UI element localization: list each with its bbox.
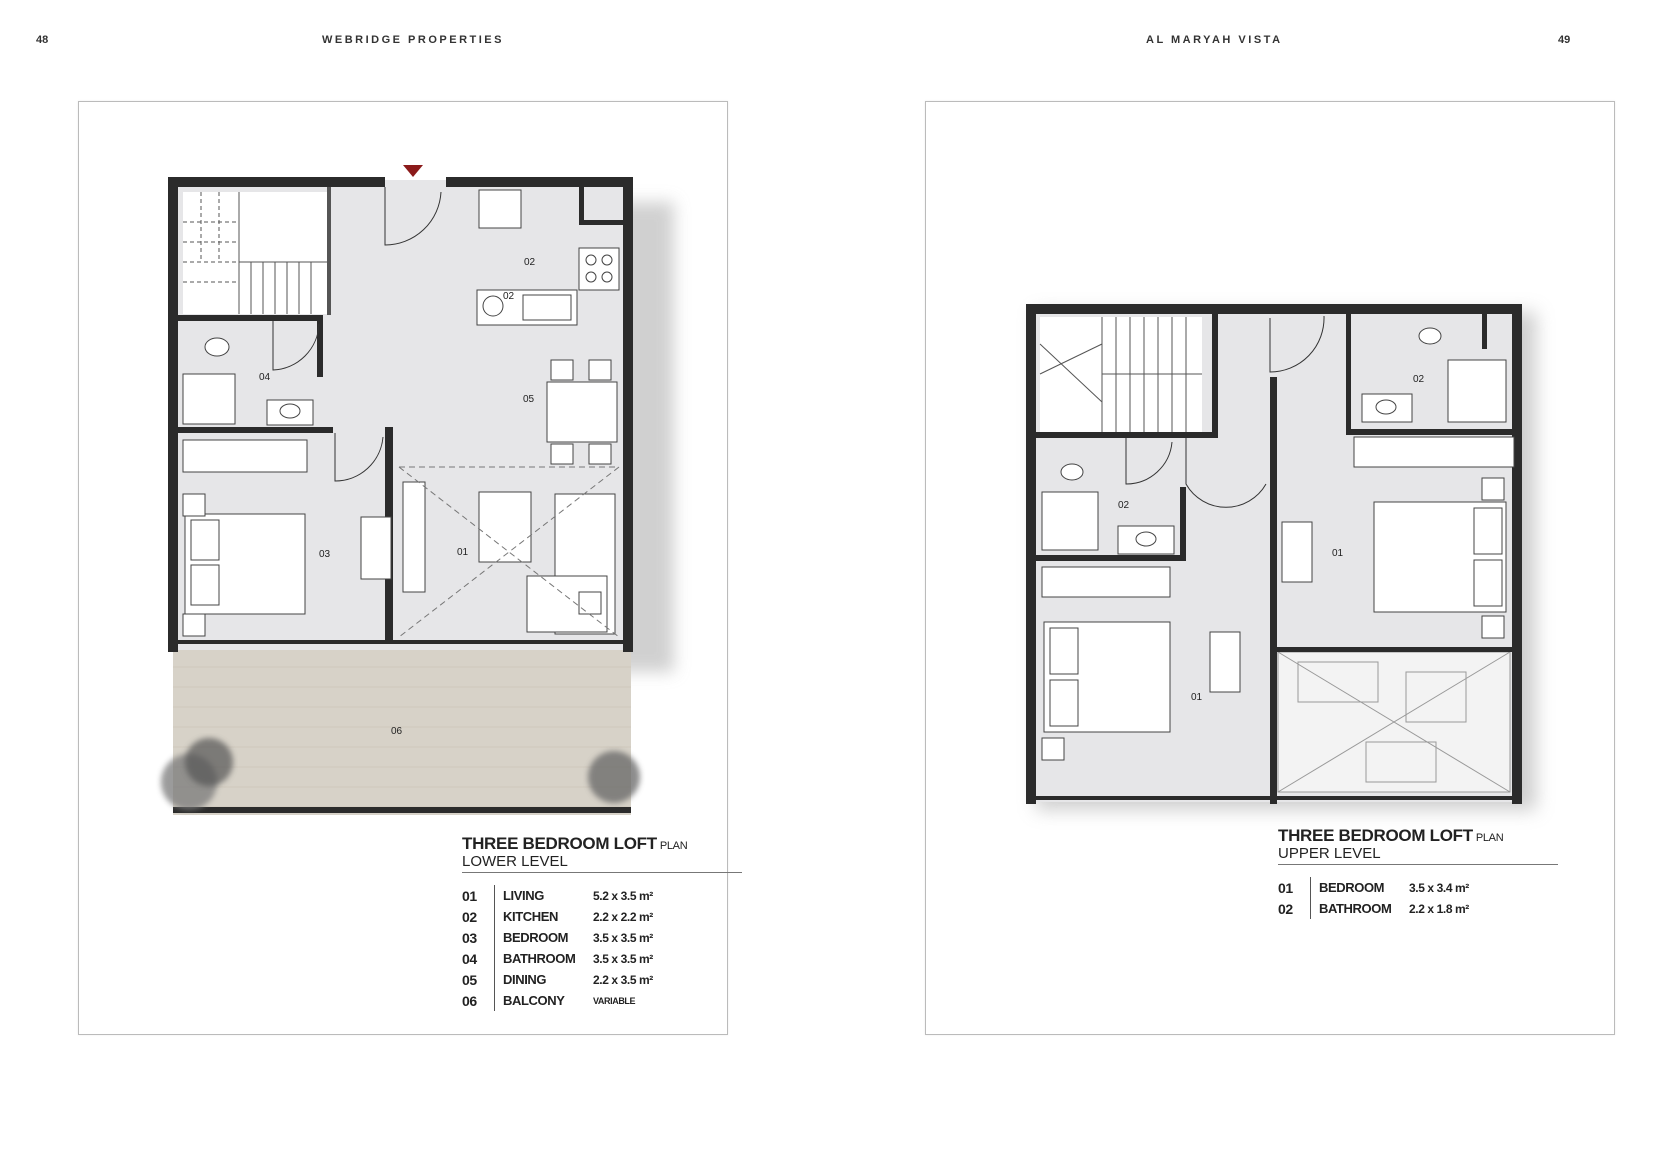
room-name: BATHROOM — [495, 948, 594, 969]
right-page-title: AL MARYAH VISTA — [1146, 34, 1283, 46]
legend-title-text: THREE BEDROOM LOFT — [462, 834, 657, 853]
room-label-kitchen: 02 — [524, 257, 536, 268]
legend-plan-word: PLAN — [1475, 832, 1504, 844]
room-num: 03 — [462, 929, 477, 946]
room-label-dining: 05 — [523, 394, 535, 405]
plant-right — [588, 751, 640, 803]
room-num: 04 — [462, 950, 477, 967]
room-size: 2.2 x 1.8 m² — [1409, 901, 1469, 916]
room-num: 05 — [462, 971, 477, 988]
table-row — [1278, 898, 1469, 919]
window-line — [1036, 796, 1512, 800]
legend-plan-word: PLAN — [659, 840, 688, 852]
left-page-number: 48 — [36, 34, 49, 46]
staircase — [1040, 317, 1202, 432]
room-schedule — [462, 885, 653, 1011]
right-page-number: 49 — [1558, 34, 1571, 46]
table-row — [462, 969, 653, 990]
room-size: 2.2 x 3.5 m² — [593, 972, 653, 987]
room-num: 06 — [462, 992, 477, 1009]
room-name: DINING — [495, 969, 594, 990]
table-row — [462, 990, 653, 1011]
upper-level-sheet — [925, 101, 1615, 1035]
room-size: 3.5 x 3.5 m² — [593, 930, 653, 945]
entrance-marker — [403, 165, 423, 177]
room-num: 02 — [1278, 900, 1293, 917]
room-num: 02 — [462, 908, 477, 925]
room-size: 5.2 x 3.5 m² — [593, 888, 653, 903]
room-num: 01 — [1278, 879, 1293, 896]
staircase — [183, 192, 327, 314]
room-label-bedroom: 01 — [1332, 548, 1344, 559]
room-label-bathroom: 04 — [259, 372, 271, 383]
room-label-bedroom-2: 01 — [1191, 692, 1203, 703]
left-page-title: WEBRIDGE PROPERTIES — [322, 34, 504, 46]
window-line — [178, 640, 623, 644]
balcony-rail — [173, 807, 631, 813]
legend-level: LOWER LEVEL — [462, 853, 742, 873]
legend-title-text: THREE BEDROOM LOFT — [1278, 826, 1473, 845]
room-label-balcony: 06 — [391, 726, 403, 737]
room-size: 2.2 x 2.2 m² — [593, 909, 653, 924]
plant-left-2 — [185, 738, 233, 786]
table-row — [462, 948, 653, 969]
table-row — [462, 906, 653, 927]
room-name: BATHROOM — [1311, 898, 1410, 919]
lower-level-legend — [462, 834, 742, 1011]
room-num: 01 — [462, 887, 477, 904]
room-label-bedroom: 03 — [319, 549, 331, 560]
table-row — [462, 927, 653, 948]
table-row — [462, 885, 653, 906]
room-name: BEDROOM — [1311, 877, 1410, 898]
room-label-bathroom-2: 02 — [1118, 500, 1130, 511]
room-label-bathroom: 02 — [1413, 374, 1425, 385]
room-size: VARIABLE — [593, 995, 636, 1006]
room-schedule — [1278, 877, 1469, 919]
table-row — [1278, 877, 1469, 898]
legend-level: UPPER LEVEL — [1278, 845, 1558, 865]
room-name: KITCHEN — [495, 906, 594, 927]
lower-level-sheet — [78, 101, 728, 1035]
room-label-living: 01 — [457, 547, 469, 558]
room-name: BEDROOM — [495, 927, 594, 948]
room-size: 3.5 x 3.5 m² — [593, 951, 653, 966]
room-name: LIVING — [495, 885, 594, 906]
room-label-kitchen-2: 02 — [503, 291, 515, 302]
legend-title — [1278, 826, 1558, 846]
room-name: BALCONY — [495, 990, 594, 1011]
room-size: 3.5 x 3.4 m² — [1409, 880, 1469, 895]
legend-title — [462, 834, 742, 854]
upper-level-legend — [1278, 826, 1558, 919]
